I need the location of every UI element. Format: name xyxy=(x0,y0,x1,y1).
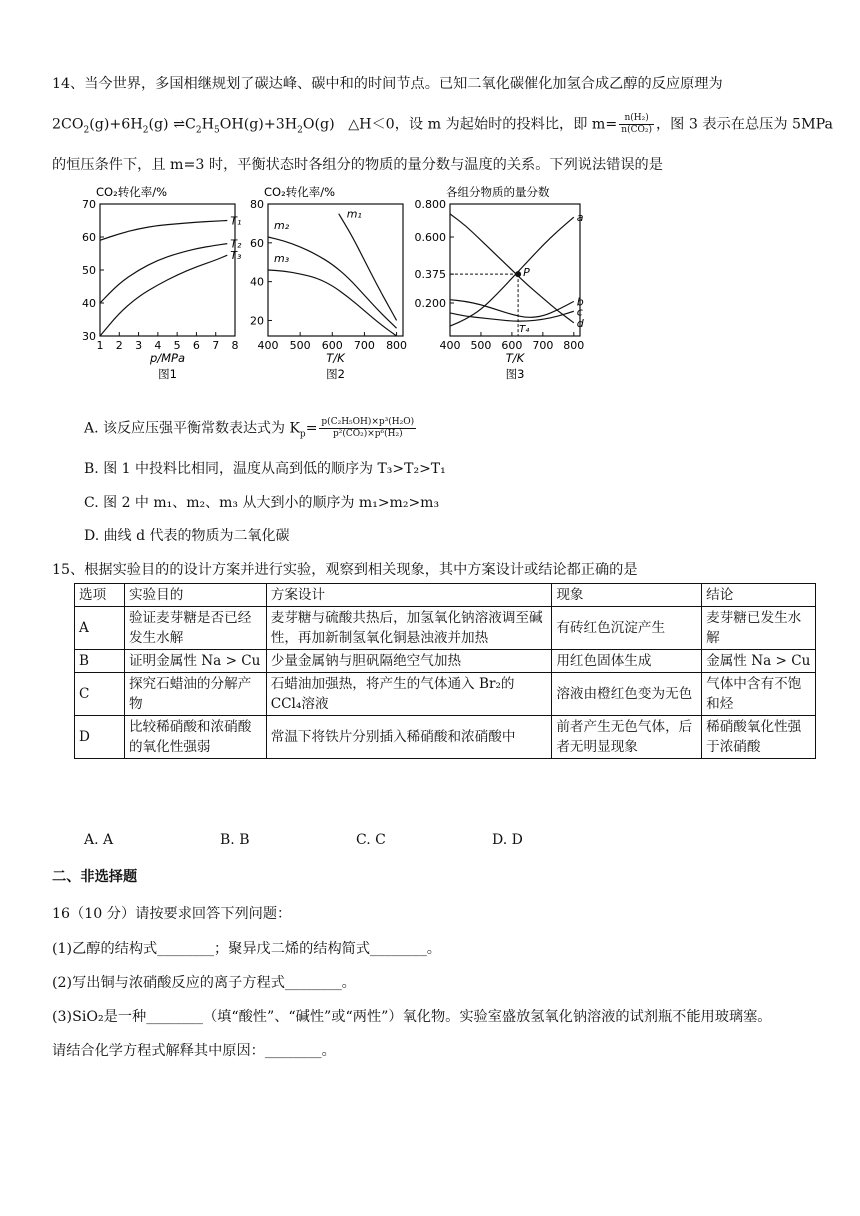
table-row xyxy=(75,607,816,650)
table-cell: 稀硝酸氧化性强于浓硝酸 xyxy=(702,716,816,759)
x-tick-label: 6 xyxy=(192,339,200,352)
point-p xyxy=(515,271,521,277)
y-tick-label: 0.375 xyxy=(414,268,446,282)
x-tick-label: 800 xyxy=(563,339,585,352)
x-tick-label: 500 xyxy=(289,339,311,352)
q14-option-c: C. 图 2 中 m₁、m₂、m₃ 从大到小的顺序为 m₁>m₂>m₃ xyxy=(84,495,440,511)
x-tick-label: 1 xyxy=(96,339,104,352)
q16-stem: 16（10 分）请按要求回答下列问题： xyxy=(52,906,292,922)
table-cell: 探究石蜡油的分解产物 xyxy=(124,673,266,716)
table-row xyxy=(75,716,816,759)
plot-frame xyxy=(100,204,235,336)
table-header: 实验目的 xyxy=(124,584,266,607)
q15-choice-a: A. A xyxy=(84,832,114,848)
x-tick-label: 700 xyxy=(353,339,375,352)
table-cell: 验证麦芽糖是否已经发生水解 xyxy=(124,607,266,650)
y-axis-label: CO₂转化率/% xyxy=(96,185,167,199)
q15-stem: 15、根据实验目的的设计方案并进行实验，观察到相关现象，其中方案设计或结论都正确的是 xyxy=(52,562,638,578)
x-tick-label: 400 xyxy=(439,339,461,352)
y-tick-label: 80 xyxy=(250,198,264,211)
table-cell: 有砖红色沉淀产生 xyxy=(552,607,702,650)
y-tick-label: 50 xyxy=(82,264,96,277)
chart-figure1 xyxy=(82,185,242,381)
series-line xyxy=(268,237,397,328)
series-line xyxy=(450,311,574,321)
q14-option-b: B. 图 1 中投料比相同，温度从高到低的顺序为 T₃>T₂>T₁ xyxy=(84,461,446,477)
series-label: a xyxy=(576,211,584,225)
y-tick-label: 30 xyxy=(82,330,96,343)
table-cell: 用红色固体生成 xyxy=(552,650,702,673)
chart-figure3 xyxy=(415,185,585,381)
chart-caption: 图1 xyxy=(158,367,177,381)
table-cell: A xyxy=(75,607,125,650)
table-cell: D xyxy=(75,716,125,759)
x-tick-label: 600 xyxy=(321,339,343,352)
q14-option-a: A. 该反应压强平衡常数表达式为 $K_p=$ $\frac{\text{p(C₂H₅OH)×p³(H₂O)}}{\text{p²(CO₂)×p⁶(H₂)}}$ xyxy=(84,417,415,440)
table-cell: 气体中含有不饱和烃 xyxy=(702,673,816,716)
x-tick-label: 8 xyxy=(231,339,239,352)
table-row xyxy=(75,673,816,716)
x-tick-label: 7 xyxy=(212,339,220,352)
table-cell: 证明金属性 Na > Cu xyxy=(124,650,266,673)
series-label: d xyxy=(576,316,584,330)
table-cell: B xyxy=(75,650,125,673)
x-tick-label: 2 xyxy=(115,339,123,352)
series-line xyxy=(450,217,574,326)
table-cell: C xyxy=(75,673,125,716)
table-cell: 金属性 Na > Cu xyxy=(702,650,816,673)
y-tick-label: 0.600 xyxy=(414,231,446,244)
series-line xyxy=(339,214,397,321)
series-line xyxy=(100,244,227,303)
y-tick-label: 70 xyxy=(82,198,96,211)
point-label: P xyxy=(523,266,530,280)
y-axis-label: 各组分物质的量分数 xyxy=(446,185,550,199)
table-header: 选项 xyxy=(75,584,125,607)
q14-intro: 14、当今世界，多国相继规划了碳达峰、碳中和的时间节点。已知二氧化碳催化加氢合成乙醇的反应原理为 xyxy=(52,76,723,92)
y-axis-label: CO₂转化率/% xyxy=(264,185,335,199)
series-label: m₃ xyxy=(274,252,290,265)
series-label: T₂ xyxy=(230,237,242,251)
q16-part2: (2)写出铜与浓硝酸反应的离子方程式________。 xyxy=(52,975,356,991)
x-tick-label: 3 xyxy=(135,339,143,352)
x-axis-label: T/K xyxy=(505,351,525,365)
x-axis-label: T/K xyxy=(326,351,345,365)
y-tick-label: 40 xyxy=(250,275,264,289)
table-cell: 前者产生无色气体，后者无明显现象 xyxy=(552,716,702,759)
table-header-row xyxy=(75,584,816,607)
series-line xyxy=(450,214,574,323)
q14-line3: 的恒压条件下，且 m=3 时，平衡状态时各组分的物质的量分数与温度的关系。下列说法错误的是 xyxy=(52,157,663,173)
table-cell: 溶液由橙红色变为无色 xyxy=(552,673,702,716)
charts-figure xyxy=(60,182,820,392)
series-label: T₁ xyxy=(230,214,242,228)
table-header: 现象 xyxy=(552,584,702,607)
q16-part3: (3)SiO₂是一种________（填“酸性”、“碱性”或“两性”）氧化物。实验室盛放氢氧化钠溶液的试剂瓶不能用玻璃塞。 xyxy=(52,1009,772,1025)
table-cell: 常温下将铁片分别插入稀硝酸和浓硝酸中 xyxy=(266,716,552,759)
x-tick-label: 5 xyxy=(173,339,181,352)
chart-caption: 图3 xyxy=(505,367,525,381)
q15-choice-c: C. C xyxy=(356,832,386,848)
table-cell: 麦芽糖已发生水解 xyxy=(702,607,816,650)
q16-part3-cont: 请结合化学方程式解释其中原因：________。 xyxy=(52,1043,336,1059)
table-cell: 石蜡油加强热，将产生的气体通入 Br₂的 CCl₄溶液 xyxy=(266,673,552,716)
series-label: T₃ xyxy=(230,249,242,263)
x-tick-label: 4 xyxy=(154,339,162,352)
y-tick-label: 60 xyxy=(250,236,264,250)
series-label: m₂ xyxy=(274,219,290,232)
q15-choice-b: B. B xyxy=(220,832,250,848)
series-label: b xyxy=(576,295,584,309)
table-cell: 比较稀硝酸和浓硝酸的氧化性强弱 xyxy=(124,716,266,759)
y-tick-label: 60 xyxy=(82,231,96,244)
x-tick-label: 400 xyxy=(257,339,279,352)
series-line xyxy=(100,221,227,241)
y-tick-label: 0.200 xyxy=(414,297,446,310)
series-label: c xyxy=(576,305,583,319)
x-tick-label: 600 xyxy=(501,339,523,352)
y-tick-label: 0.800 xyxy=(414,198,446,211)
chart-caption: 图2 xyxy=(326,367,345,381)
table-row xyxy=(75,650,816,673)
table-cell: 少量金属钠与胆矾隔绝空气加热 xyxy=(266,650,552,673)
section-title: 二、非选择题 xyxy=(52,869,138,885)
table-cell: 麦芽糖与硫酸共热后，加氢氧化钠溶液调至碱性，再加新制氢氧化铜悬浊液并加热 xyxy=(266,607,552,650)
experiment-table xyxy=(74,583,816,759)
table-header: 结论 xyxy=(702,584,816,607)
q14-option-d: D. 曲线 d 代表的物质为二氧化碳 xyxy=(84,528,290,544)
q16-part1: (1)乙醇的结构式________；聚异戊二烯的结构简式________。 xyxy=(52,941,441,957)
y-tick-label: 40 xyxy=(82,297,96,310)
series-line xyxy=(100,255,227,336)
y-tick-label: 20 xyxy=(250,314,264,328)
series-label: m₁ xyxy=(346,207,362,221)
kp-fraction: $\frac{\text{p(C₂H₅OH)×p³(H₂O)}}{\text{p²(CO₂)×p⁶(H₂)}}$ xyxy=(321,417,415,439)
x-axis-label: p/MPa xyxy=(149,351,186,365)
x-tick-label: 500 xyxy=(470,339,492,352)
q14-equation-line: $2CO_2(g)+6H_2(g)$ $\rightleftharpoons C_2H_5OH(g)+3H_2O(g)$ △H＜0，设 m 为起始时的投料比，即 m= $\frac{\text{n(H₂)}}{\text{n(CO₂)}}$ ，图 3 表示在总压为 5MPa xyxy=(52,113,833,136)
x-tick-label: 700 xyxy=(532,339,554,352)
x-tick-label: 800 xyxy=(386,339,408,352)
series-line xyxy=(268,270,397,336)
q15-choice-d: D. D xyxy=(492,832,523,848)
temperature-label: T₄ xyxy=(519,324,530,335)
chart-figure2 xyxy=(250,185,407,381)
ratio-fraction: $\frac{\text{n(H₂)}}{\text{n(CO₂)}}$ xyxy=(621,113,652,135)
table-header: 方案设计 xyxy=(266,584,552,607)
